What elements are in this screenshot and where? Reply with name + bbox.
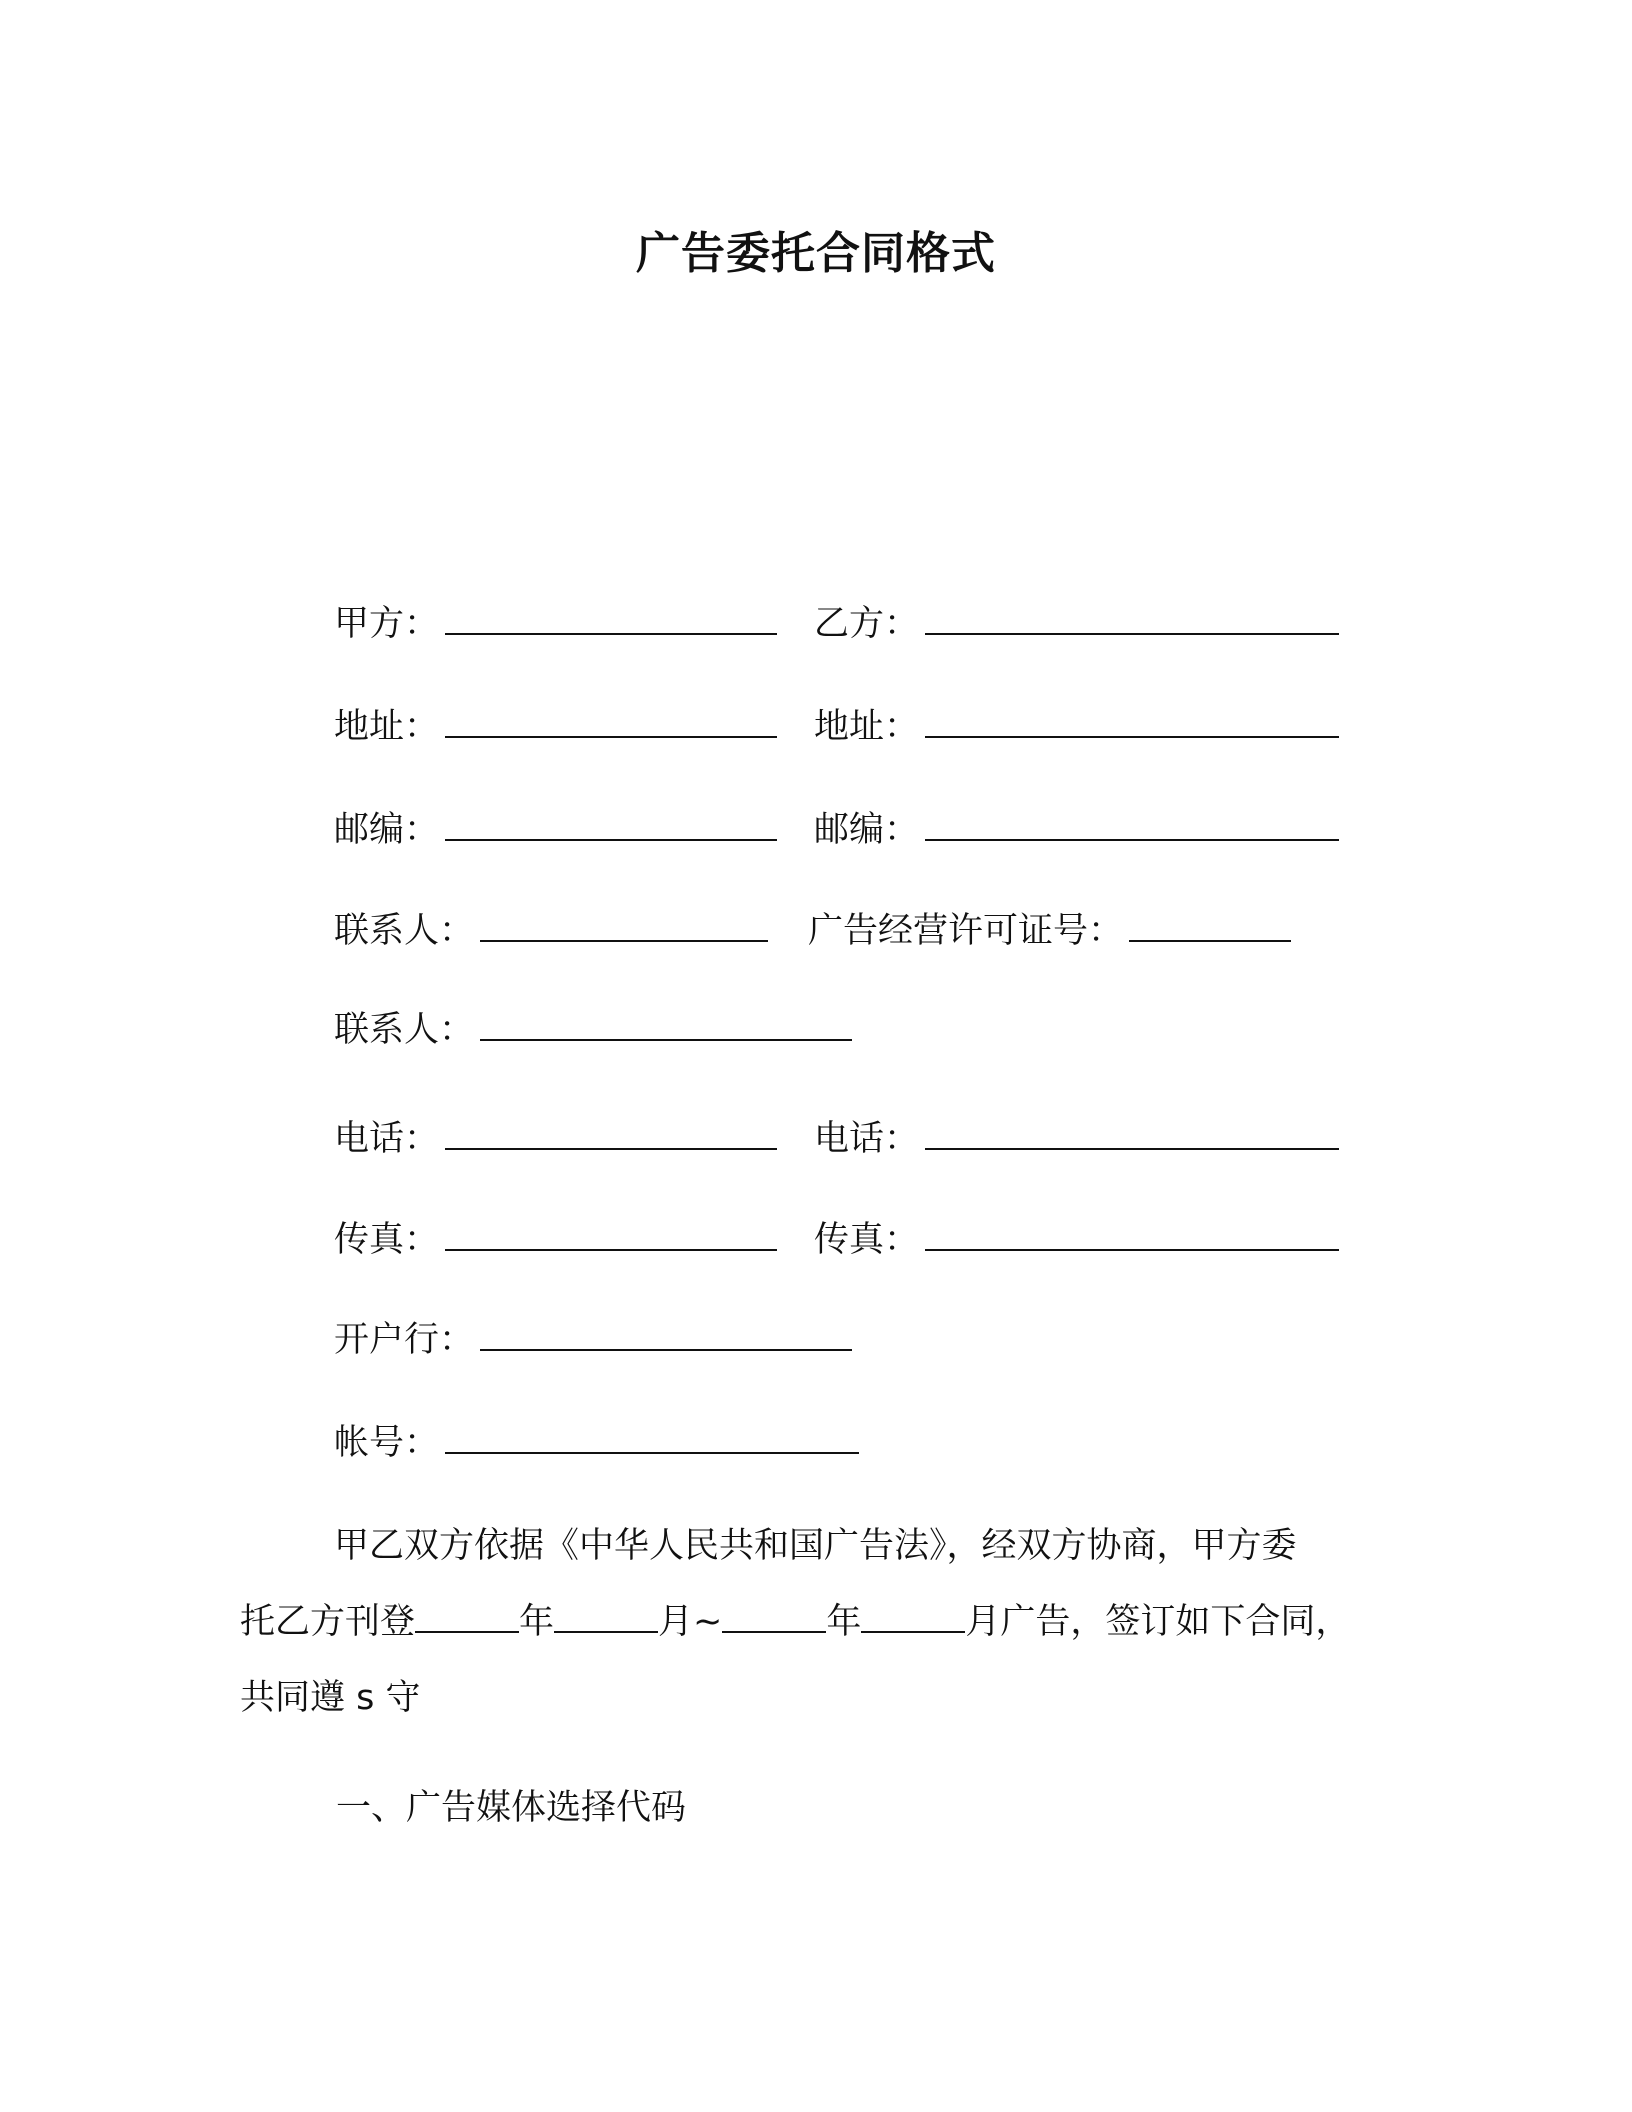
party-b-field bbox=[814, 600, 1339, 648]
address-a-field bbox=[334, 703, 777, 751]
contact-b-blank[interactable] bbox=[480, 1009, 852, 1041]
license-blank[interactable] bbox=[1129, 910, 1291, 942]
bank-blank[interactable] bbox=[480, 1319, 852, 1351]
postcode-a-field bbox=[334, 806, 777, 854]
phone-a-field bbox=[334, 1115, 777, 1163]
paragraph-line-2-start: 托乙方刊登 bbox=[240, 1602, 416, 1642]
postcode-b-field bbox=[814, 806, 1339, 854]
party-a-field bbox=[334, 600, 777, 648]
postcode-a-blank[interactable] bbox=[445, 809, 777, 841]
phone-b-blank[interactable] bbox=[925, 1118, 1339, 1150]
party-b-blank[interactable] bbox=[925, 603, 1339, 635]
year-2-label: 年 bbox=[826, 1602, 862, 1642]
license-field bbox=[808, 907, 1291, 955]
fax-a-field bbox=[334, 1216, 777, 1264]
party-b-label: 乙方： bbox=[814, 604, 920, 644]
postcode-a-label: 邮编： bbox=[334, 810, 440, 850]
phone-b-label: 电话： bbox=[814, 1119, 920, 1159]
contact-b-label: 联系人： bbox=[334, 1010, 475, 1050]
paragraph-line-2 bbox=[240, 1584, 1390, 1660]
contact-a-field bbox=[334, 907, 768, 955]
bank-label: 开户行： bbox=[334, 1320, 475, 1360]
address-a-label: 地址： bbox=[334, 707, 440, 747]
bank-field bbox=[334, 1316, 852, 1364]
fax-b-field bbox=[814, 1216, 1339, 1264]
address-a-blank[interactable] bbox=[445, 706, 777, 738]
contact-b-field bbox=[334, 1006, 852, 1054]
contact-a-label: 联系人： bbox=[334, 911, 475, 951]
fax-b-blank[interactable] bbox=[925, 1219, 1339, 1251]
month-1-blank[interactable] bbox=[554, 1601, 658, 1633]
year-1-label: 年 bbox=[519, 1602, 555, 1642]
phone-a-label: 电话： bbox=[334, 1119, 440, 1159]
account-label: 帐号： bbox=[334, 1423, 440, 1463]
account-field bbox=[334, 1419, 859, 1467]
address-b-blank[interactable] bbox=[925, 706, 1339, 738]
section-heading-1: 一、广告媒体选择代码 bbox=[336, 1788, 687, 1828]
contact-a-blank[interactable] bbox=[480, 910, 768, 942]
month-2-blank[interactable] bbox=[861, 1601, 965, 1633]
phone-a-blank[interactable] bbox=[445, 1118, 777, 1150]
paragraph-line-3: 共同遵 s 守 bbox=[240, 1678, 421, 1718]
party-a-label: 甲方： bbox=[334, 604, 440, 644]
party-a-blank[interactable] bbox=[445, 603, 777, 635]
month-1-label: 月~ bbox=[658, 1602, 723, 1642]
document-title: 广告委托合同格式 bbox=[636, 228, 996, 279]
address-b-label: 地址： bbox=[814, 707, 920, 747]
fax-b-label: 传真： bbox=[814, 1220, 920, 1260]
license-label: 广告经营许可证号： bbox=[808, 911, 1124, 951]
postcode-b-label: 邮编： bbox=[814, 810, 920, 850]
year-2-blank[interactable] bbox=[722, 1601, 826, 1633]
year-1-blank[interactable] bbox=[415, 1601, 519, 1633]
phone-b-field bbox=[814, 1115, 1339, 1163]
fax-a-label: 传真： bbox=[334, 1220, 440, 1260]
fax-a-blank[interactable] bbox=[445, 1219, 777, 1251]
address-b-field bbox=[814, 703, 1339, 751]
paragraph-line-1: 甲乙双方依据《中华人民共和国广告法》，经双方协商，甲方委 bbox=[334, 1526, 1297, 1566]
account-blank[interactable] bbox=[445, 1422, 859, 1454]
agreement-paragraph bbox=[240, 1508, 1390, 1736]
postcode-b-blank[interactable] bbox=[925, 809, 1339, 841]
paragraph-line-2-end: 月广告，签订如下合同， bbox=[965, 1602, 1351, 1642]
